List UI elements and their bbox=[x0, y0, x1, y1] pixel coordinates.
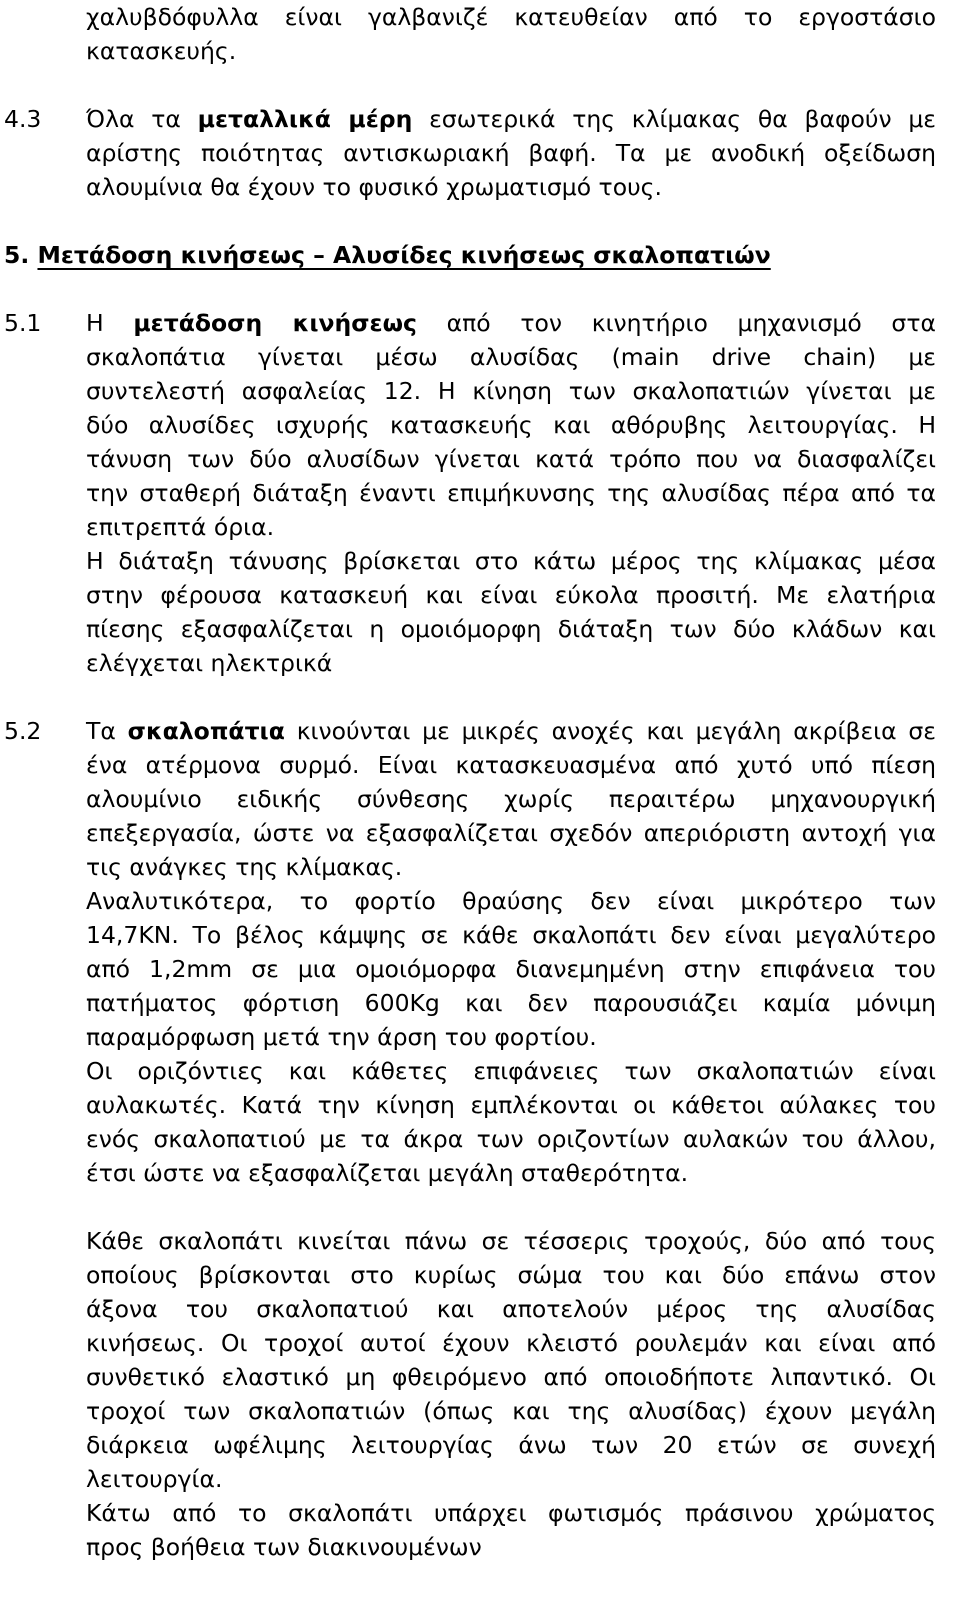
text-line: από 1,2mm σε μια ομοιόμορφα διανεμημένη στην επιφάνεια του bbox=[86, 955, 936, 983]
text-line: Κάθε σκαλοπάτι κινείται πάνω σε τέσσερις τροχούς, δύο από τους bbox=[86, 1227, 936, 1255]
text-line: άξονα του σκαλοπατιού και αποτελούν μέρος της αλυσίδας bbox=[86, 1295, 936, 1323]
section-number-5-2: 5.2 bbox=[4, 717, 42, 745]
text-line: τροχοί των σκαλοπατιών (όπως και της αλυσίδας) έχουν μεγάλη bbox=[86, 1397, 936, 1425]
text-line: την σταθερή διάταξη έναντι επιμήκυνσης της αλυσίδας πέρα από τα bbox=[86, 479, 936, 507]
text-line: Τα σκαλοπάτια κινούνται με μικρές ανοχές και μεγάλη ακρίβεια σε bbox=[86, 717, 936, 745]
text-line: τάνυση των δύο αλυσίδων γίνεται κατά τρόπο που να διασφαλίζει bbox=[86, 445, 936, 473]
bold-term: μετάδοση κινήσεως bbox=[133, 309, 417, 337]
text-line: δύο αλυσίδες ισχυρής κατασκευής και αθόρυβης λειτουργίας. Η bbox=[86, 411, 936, 439]
section-heading-5 bbox=[4, 238, 771, 272]
text-line: αρίστης ποιότητας αντισκωριακή βαφή. Τα με ανοδική οξείδωση bbox=[86, 139, 936, 167]
section-number-4-3: 4.3 bbox=[4, 105, 42, 133]
text-line: χαλυβδόφυλλα είναι γαλβανιζέ κατευθείαν από το εργοστάσιο bbox=[86, 3, 936, 31]
section-number-5-1: 5.1 bbox=[4, 309, 42, 337]
text-line: 14,7ΚΝ. Το βέλος κάμψης σε κάθε σκαλοπάτι δεν είναι μεγαλύτερο bbox=[86, 921, 936, 949]
text-line: Οι οριζόντιες και κάθετες επιφάνειες των σκαλοπατιών είναι bbox=[86, 1057, 936, 1085]
bold-term: μεταλλικά μέρη bbox=[197, 105, 413, 133]
text-line: συντελεστή ασφαλείας 12. Η κίνηση των σκαλοπατιών γίνεται με bbox=[86, 377, 936, 405]
text-line: συνθετικό ελαστικό μη φθειρόμενο από οποιοδήποτε λιπαντικό. Οι bbox=[86, 1363, 936, 1391]
text-line: διάρκεια ωφέλιμης λειτουργίας άνω των 20 ετών σε συνεχή bbox=[86, 1431, 936, 1459]
text-line: έτσι ώστε να εξασφαλίζεται μεγάλη σταθερότητα. bbox=[86, 1159, 689, 1187]
text-line: αλουμίνια θα έχουν το φυσικό χρωματισμό τους. bbox=[86, 173, 662, 201]
text-line: λειτουργία. bbox=[86, 1465, 223, 1493]
text-line: αλουμίνιο ειδικής σύνθεσης χωρίς περαιτέρω μηχανουργική bbox=[86, 785, 936, 813]
text-line: πίεσης εξασφαλίζεται η ομοιόμορφη διάταξη των δύο κλάδων και bbox=[86, 615, 936, 643]
text-line: Όλα τα μεταλλικά μέρη εσωτερικά της κλίμακας θα βαφούν με bbox=[86, 105, 936, 133]
text-line: επιτρεπτά όρια. bbox=[86, 513, 275, 541]
text-line: Η μετάδοση κινήσεως από τον κινητήριο μηχανισμό στα bbox=[86, 309, 936, 337]
text-line: αυλακωτές. Κατά την κίνηση εμπλέκονται οι κάθετοι αύλακες του bbox=[86, 1091, 936, 1119]
text-line: στην φέρουσα κατασκευή και είναι εύκολα προσιτή. Με ελατήρια bbox=[86, 581, 936, 609]
text-line: οποίους βρίσκονται στο κυρίως σώμα του και δύο επάνω στον bbox=[86, 1261, 936, 1289]
text-line: πατήματος φόρτιση 600Kg και δεν παρουσιάζει καμία μόνιμη bbox=[86, 989, 936, 1017]
bold-term: σκαλοπάτια bbox=[127, 717, 285, 745]
text-line: ελέγχεται ηλεκτρικά bbox=[86, 649, 333, 677]
text-line: Αναλυτικότερα, το φορτίο θραύσης δεν είναι μικρότερο των bbox=[86, 887, 936, 915]
text-line: προς βοήθεια των διακινουμένων bbox=[86, 1533, 482, 1561]
text-line: ενός σκαλοπατιού με τα άκρα των οριζοντίων αυλακών του άλλου, bbox=[86, 1125, 936, 1153]
text-line: Η διάταξη τάνυσης βρίσκεται στο κάτω μέρος της κλίμακας μέσα bbox=[86, 547, 936, 575]
text-line: σκαλοπάτια γίνεται μέσω αλυσίδας (main drive chain) με bbox=[86, 343, 936, 371]
text-line: Κάτω από το σκαλοπάτι υπάρχει φωτισμός πράσινου χρώματος bbox=[86, 1499, 936, 1527]
text-line: κατασκευής. bbox=[86, 37, 237, 65]
text-line: παραμόρφωση μετά την άρση του φορτίου. bbox=[86, 1023, 597, 1051]
heading-number: 5. bbox=[4, 241, 30, 269]
text-line: τις ανάγκες της κλίμακας. bbox=[86, 853, 403, 881]
heading-title: Μετάδοση κινήσεως – Αλυσίδες κινήσεως σκαλοπατιών bbox=[37, 241, 771, 269]
text-line: κινήσεως. Οι τροχοί αυτοί έχουν κλειστό ρουλεμάν και είναι από bbox=[86, 1329, 936, 1357]
text-line: επεξεργασία, ώστε να εξασφαλίζεται σχεδόν απεριόριστη αντοχή για bbox=[86, 819, 936, 847]
text-line: ένα ατέρμονα συρμό. Είναι κατασκευασμένα από χυτό υπό πίεση bbox=[86, 751, 936, 779]
